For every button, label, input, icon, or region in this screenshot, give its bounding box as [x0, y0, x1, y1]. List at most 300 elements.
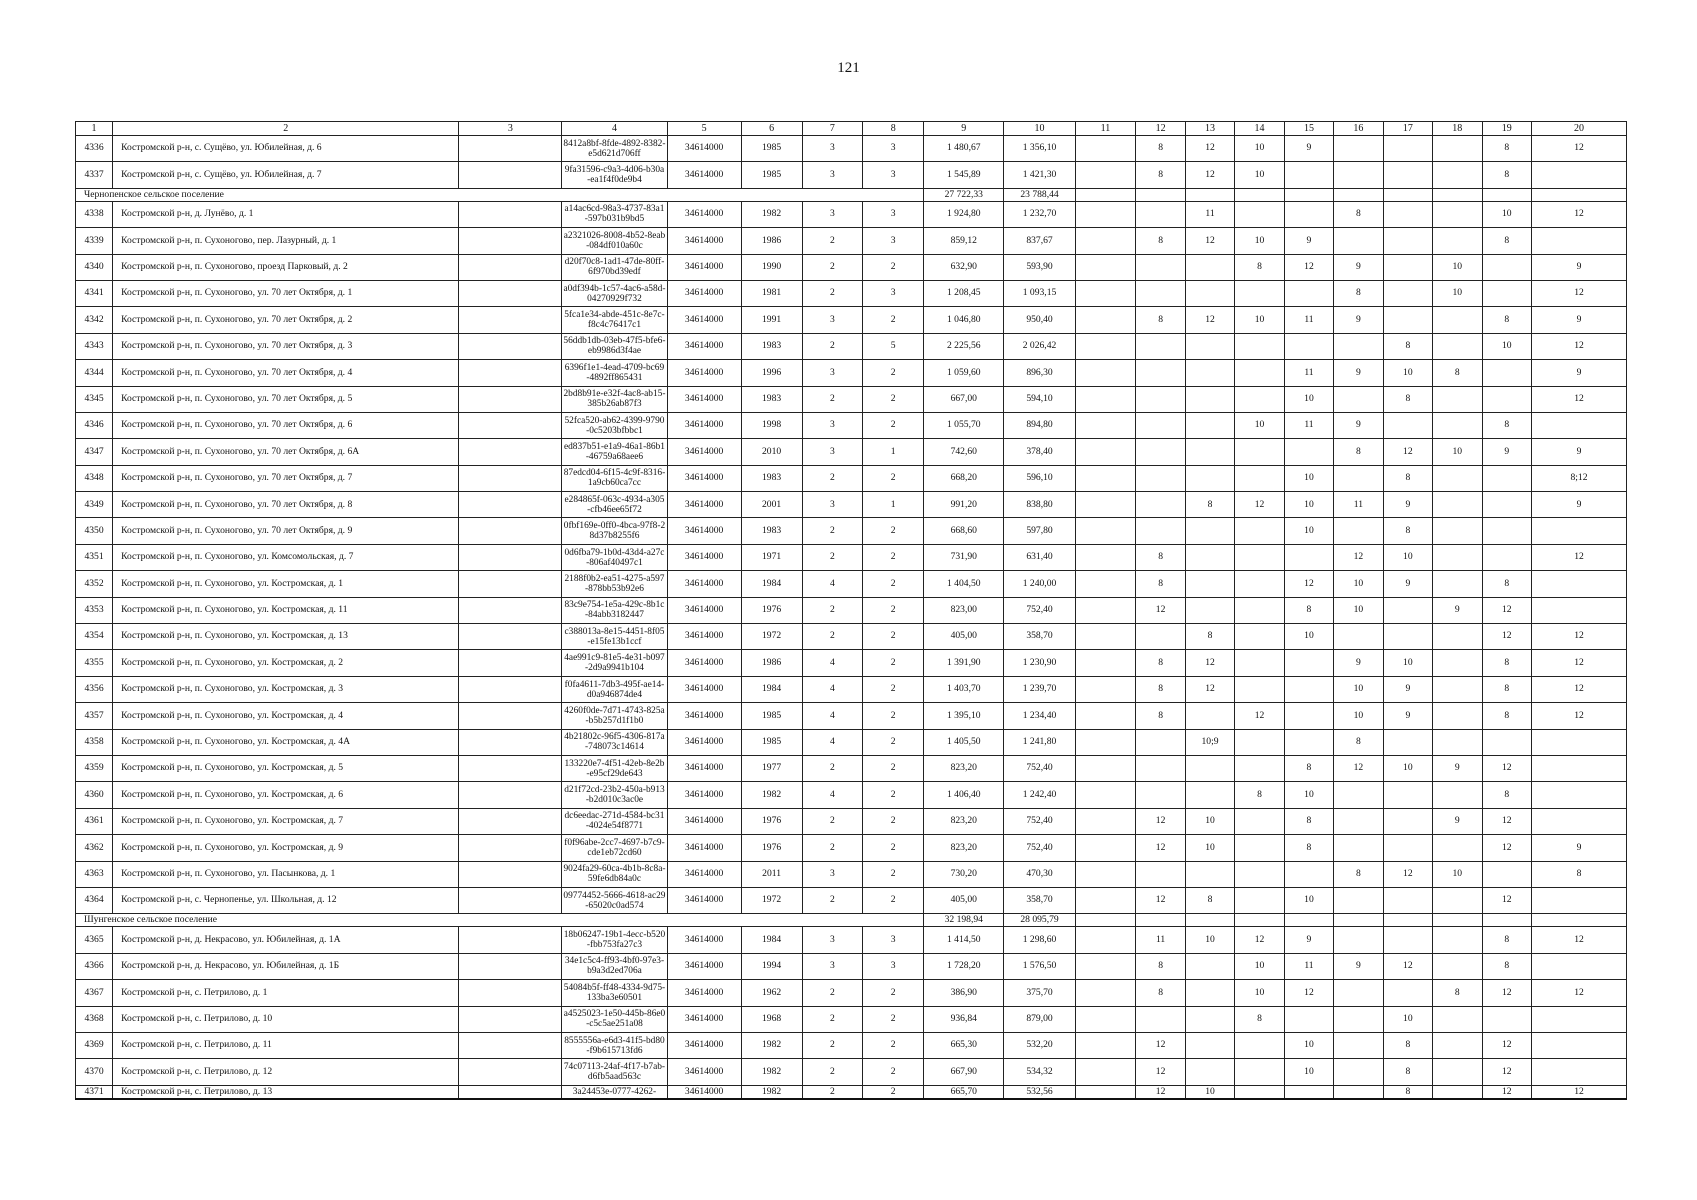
column-15 — [1284, 333, 1333, 359]
fias-guid: 9024fa29-60ca-4b1b-8c8a-59fe6db84a0c — [562, 861, 667, 887]
residential-area: 378,40 — [1004, 439, 1075, 465]
address: Костромской р-н, с. Петрилово, д. 1 — [113, 980, 459, 1006]
residential-area: 532,56 — [1004, 1085, 1075, 1099]
column-3 — [459, 1006, 562, 1032]
address: Костромской р-н, п. Сухоногово, ул. 70 лет Октября, д. 3 — [113, 333, 459, 359]
column-15: 10 — [1284, 624, 1333, 650]
column-15 — [1284, 703, 1333, 729]
build-year: 1986 — [741, 228, 802, 254]
settlement-total-area: 32 198,94 — [924, 914, 1004, 927]
column-13 — [1185, 544, 1234, 570]
table-row — [76, 386, 1627, 412]
column-16: 8 — [1334, 729, 1383, 755]
column-number-header-row — [76, 122, 1627, 136]
address: Костромской р-н, п. Сухоногово, ул. 70 лет Октября, д. 5 — [113, 386, 459, 412]
column-13 — [1185, 412, 1234, 438]
column-13: 8 — [1185, 624, 1234, 650]
address: Костромской р-н, п. Сухоногово, ул. Костромская, д. 11 — [113, 597, 459, 623]
column-3 — [459, 782, 562, 808]
floors-max: 4 — [802, 571, 863, 597]
residential-area: 1 093,15 — [1004, 280, 1075, 306]
empty-cell — [1136, 188, 1185, 201]
column-18 — [1433, 887, 1482, 913]
build-year: 1985 — [741, 136, 802, 162]
column-16: 9 — [1334, 650, 1383, 676]
oktmo-code: 34614000 — [667, 465, 741, 491]
column-20 — [1531, 597, 1626, 623]
total-area: 742,60 — [924, 439, 1004, 465]
column-15: 10 — [1284, 782, 1333, 808]
record-number: 4357 — [76, 703, 113, 729]
residential-area: 1 234,40 — [1004, 703, 1075, 729]
build-year: 1976 — [741, 808, 802, 834]
column-14 — [1235, 1085, 1284, 1099]
residential-area: 896,30 — [1004, 360, 1075, 386]
column-11 — [1075, 280, 1136, 306]
column-18 — [1433, 228, 1482, 254]
floors-min: 2 — [863, 650, 924, 676]
total-area: 823,20 — [924, 808, 1004, 834]
oktmo-code: 34614000 — [667, 703, 741, 729]
column-13: 10 — [1185, 927, 1234, 953]
column-11 — [1075, 162, 1136, 188]
address: Костромской р-н, п. Сухоногово, ул. Костромская, д. 7 — [113, 808, 459, 834]
column-14 — [1235, 676, 1284, 702]
oktmo-code: 34614000 — [667, 835, 741, 861]
floors-min: 2 — [863, 835, 924, 861]
column-19 — [1482, 280, 1531, 306]
fias-guid: dc6eedac-271d-4584-bc31-4024e54f8771 — [562, 808, 667, 834]
column-13: 10 — [1185, 808, 1234, 834]
column-16 — [1334, 228, 1383, 254]
column-13 — [1185, 1032, 1234, 1058]
column-3 — [459, 861, 562, 887]
column-15 — [1284, 1085, 1333, 1099]
oktmo-code: 34614000 — [667, 624, 741, 650]
total-area: 1 391,90 — [924, 650, 1004, 676]
column-number-header: 9 — [924, 122, 1004, 136]
address: Костромской р-н, п. Сухоногово, ул. Костромская, д. 2 — [113, 650, 459, 676]
total-area: 1 403,70 — [924, 676, 1004, 702]
fias-guid: 6396f1e1-4ead-4709-bc69-4892ff865431 — [562, 360, 667, 386]
empty-cell — [1383, 188, 1432, 201]
floors-max: 3 — [802, 360, 863, 386]
column-15 — [1284, 861, 1333, 887]
column-14: 10 — [1235, 162, 1284, 188]
column-11 — [1075, 676, 1136, 702]
address: Костромской р-н, д. Некрасово, ул. Юбилейная, д. 1А — [113, 927, 459, 953]
table-body — [76, 122, 1627, 1099]
total-area: 386,90 — [924, 980, 1004, 1006]
build-year: 1972 — [741, 624, 802, 650]
fias-guid: 0fbf169e-0ff0-4bca-97f8-28d37b8255f6 — [562, 518, 667, 544]
oktmo-code: 34614000 — [667, 1059, 741, 1085]
column-13: 8 — [1185, 887, 1234, 913]
column-12: 12 — [1136, 1085, 1185, 1099]
record-number: 4343 — [76, 333, 113, 359]
column-17: 8 — [1383, 333, 1432, 359]
residential-area: 894,80 — [1004, 412, 1075, 438]
floors-max: 3 — [802, 201, 863, 227]
table-row — [76, 650, 1627, 676]
column-14 — [1235, 808, 1284, 834]
floors-min: 5 — [863, 333, 924, 359]
address: Костромской р-н, п. Сухоногово, ул. Костромская, д. 1 — [113, 571, 459, 597]
residential-area: 375,70 — [1004, 980, 1075, 1006]
column-17 — [1383, 980, 1432, 1006]
column-13 — [1185, 360, 1234, 386]
column-number-header: 3 — [459, 122, 562, 136]
column-17 — [1383, 136, 1432, 162]
column-12: 8 — [1136, 571, 1185, 597]
address: Костромской р-н, п. Сухоногово, ул. Костромская, д. 5 — [113, 755, 459, 781]
column-12: 12 — [1136, 1059, 1185, 1085]
column-20: 12 — [1531, 280, 1626, 306]
oktmo-code: 34614000 — [667, 360, 741, 386]
column-15 — [1284, 162, 1333, 188]
floors-min: 2 — [863, 360, 924, 386]
column-19 — [1482, 254, 1531, 280]
total-area: 1 055,70 — [924, 412, 1004, 438]
column-20: 12 — [1531, 703, 1626, 729]
oktmo-code: 34614000 — [667, 729, 741, 755]
column-11 — [1075, 386, 1136, 412]
table-row — [76, 1006, 1627, 1032]
floors-min: 2 — [863, 386, 924, 412]
total-area: 668,20 — [924, 465, 1004, 491]
column-number-header: 4 — [562, 122, 667, 136]
floors-min: 3 — [863, 927, 924, 953]
floors-max: 2 — [802, 1006, 863, 1032]
column-17 — [1383, 597, 1432, 623]
column-13 — [1185, 280, 1234, 306]
floors-min: 3 — [863, 136, 924, 162]
column-14 — [1235, 518, 1284, 544]
build-year: 1968 — [741, 1006, 802, 1032]
residential-area: 2 026,42 — [1004, 333, 1075, 359]
column-11 — [1075, 360, 1136, 386]
column-18 — [1433, 201, 1482, 227]
column-12 — [1136, 439, 1185, 465]
column-3 — [459, 201, 562, 227]
column-17: 12 — [1383, 953, 1432, 979]
fias-guid: 52fca520-ab62-4399-9790-0c5203bfbbc1 — [562, 412, 667, 438]
column-14 — [1235, 1059, 1284, 1085]
record-number: 4363 — [76, 861, 113, 887]
empty-cell — [1482, 914, 1531, 927]
oktmo-code: 34614000 — [667, 162, 741, 188]
column-12 — [1136, 782, 1185, 808]
floors-max: 4 — [802, 782, 863, 808]
column-11 — [1075, 1032, 1136, 1058]
total-area: 823,20 — [924, 835, 1004, 861]
column-17 — [1383, 729, 1432, 755]
table-row — [76, 1085, 1627, 1099]
residential-area: 593,90 — [1004, 254, 1075, 280]
record-number: 4358 — [76, 729, 113, 755]
column-18 — [1433, 518, 1482, 544]
column-19: 12 — [1482, 835, 1531, 861]
column-3 — [459, 808, 562, 834]
oktmo-code: 34614000 — [667, 571, 741, 597]
column-12 — [1136, 861, 1185, 887]
floors-min: 2 — [863, 1059, 924, 1085]
total-area: 730,20 — [924, 861, 1004, 887]
total-area: 668,60 — [924, 518, 1004, 544]
column-15: 9 — [1284, 927, 1333, 953]
total-area: 665,70 — [924, 1085, 1004, 1099]
column-16: 10 — [1334, 676, 1383, 702]
column-12: 8 — [1136, 676, 1185, 702]
column-19: 12 — [1482, 1059, 1531, 1085]
column-18: 8 — [1433, 980, 1482, 1006]
column-13 — [1185, 782, 1234, 808]
floors-min: 2 — [863, 676, 924, 702]
column-3 — [459, 465, 562, 491]
fias-guid: 09774452-5666-4618-ac29-65020c0ad574 — [562, 887, 667, 913]
column-15: 8 — [1284, 755, 1333, 781]
fias-guid: a0df394b-1c57-4ac6-a58d-04270929f732 — [562, 280, 667, 306]
empty-cell — [1334, 914, 1383, 927]
column-17 — [1383, 162, 1432, 188]
column-3 — [459, 439, 562, 465]
column-11 — [1075, 782, 1136, 808]
table-row — [76, 835, 1627, 861]
column-11 — [1075, 439, 1136, 465]
fias-guid: f0fa4611-7db3-495f-ae14-d0a946874de4 — [562, 676, 667, 702]
fias-guid: c388013a-8e15-4451-8f05-e15fe13b1ccf — [562, 624, 667, 650]
column-19: 12 — [1482, 597, 1531, 623]
floors-max: 2 — [802, 980, 863, 1006]
column-16: 8 — [1334, 201, 1383, 227]
column-16: 9 — [1334, 412, 1383, 438]
oktmo-code: 34614000 — [667, 254, 741, 280]
table-row — [76, 1032, 1627, 1058]
column-20: 9 — [1531, 835, 1626, 861]
record-number: 4351 — [76, 544, 113, 570]
column-14 — [1235, 1032, 1284, 1058]
column-20: 12 — [1531, 136, 1626, 162]
column-3 — [459, 518, 562, 544]
column-20 — [1531, 755, 1626, 781]
column-14: 12 — [1235, 927, 1284, 953]
floors-max: 2 — [802, 228, 863, 254]
column-17 — [1383, 624, 1432, 650]
column-19: 8 — [1482, 571, 1531, 597]
column-3 — [459, 676, 562, 702]
column-18 — [1433, 492, 1482, 518]
column-19: 9 — [1482, 439, 1531, 465]
column-13 — [1185, 755, 1234, 781]
build-year: 1983 — [741, 518, 802, 544]
column-14 — [1235, 861, 1284, 887]
column-12: 8 — [1136, 228, 1185, 254]
column-14: 12 — [1235, 492, 1284, 518]
column-3 — [459, 228, 562, 254]
oktmo-code: 34614000 — [667, 518, 741, 544]
floors-min: 3 — [863, 201, 924, 227]
column-13: 10;9 — [1185, 729, 1234, 755]
column-19: 8 — [1482, 676, 1531, 702]
column-13: 8 — [1185, 492, 1234, 518]
column-3 — [459, 136, 562, 162]
column-20: 9 — [1531, 439, 1626, 465]
settlement-name: Шунгенское сельское поселение — [76, 914, 924, 927]
table-row — [76, 254, 1627, 280]
address: Костромской р-н, с. Чернопенье, ул. Школьная, д. 12 — [113, 887, 459, 913]
fias-guid: e284865f-063c-4934-a305-cfb46ee65f72 — [562, 492, 667, 518]
address: Костромской р-н, с. Сущёво, ул. Юбилейная, д. 6 — [113, 136, 459, 162]
column-15: 9 — [1284, 228, 1333, 254]
empty-cell — [1284, 188, 1333, 201]
empty-cell — [1075, 914, 1136, 927]
column-16: 12 — [1334, 544, 1383, 570]
residential-area: 596,10 — [1004, 465, 1075, 491]
page-number: 121 — [837, 60, 860, 76]
column-17: 12 — [1383, 439, 1432, 465]
table-row — [76, 980, 1627, 1006]
column-3 — [459, 980, 562, 1006]
floors-max: 2 — [802, 808, 863, 834]
column-3 — [459, 162, 562, 188]
column-18 — [1433, 927, 1482, 953]
column-15: 10 — [1284, 1059, 1333, 1085]
settlement-total-area: 27 722,33 — [924, 188, 1004, 201]
column-13 — [1185, 386, 1234, 412]
floors-min: 2 — [863, 703, 924, 729]
column-number-header: 17 — [1383, 122, 1432, 136]
address: Костромской р-н, п. Сухоногово, ул. Костромская, д. 4 — [113, 703, 459, 729]
column-11 — [1075, 307, 1136, 333]
fias-guid: 4260f0de-7d71-4743-825a-b5b257d1f1b0 — [562, 703, 667, 729]
record-number: 4364 — [76, 887, 113, 913]
column-18: 10 — [1433, 439, 1482, 465]
column-17: 10 — [1383, 650, 1432, 676]
table-row — [76, 808, 1627, 834]
column-12: 8 — [1136, 544, 1185, 570]
column-number-header: 7 — [802, 122, 863, 136]
oktmo-code: 34614000 — [667, 333, 741, 359]
residential-area: 950,40 — [1004, 307, 1075, 333]
record-number: 4362 — [76, 835, 113, 861]
build-year: 1998 — [741, 412, 802, 438]
build-year: 1985 — [741, 162, 802, 188]
column-20: 12 — [1531, 980, 1626, 1006]
column-11 — [1075, 201, 1136, 227]
address: Костромской р-н, с. Петрилово, д. 10 — [113, 1006, 459, 1032]
build-year: 1972 — [741, 887, 802, 913]
total-area: 667,90 — [924, 1059, 1004, 1085]
build-year: 2011 — [741, 861, 802, 887]
column-3 — [459, 544, 562, 570]
column-20: 12 — [1531, 1085, 1626, 1099]
build-year: 1983 — [741, 465, 802, 491]
floors-max: 2 — [802, 624, 863, 650]
total-area: 1 404,50 — [924, 571, 1004, 597]
build-year: 1984 — [741, 927, 802, 953]
floors-min: 2 — [863, 624, 924, 650]
floors-max: 2 — [802, 280, 863, 306]
column-20 — [1531, 887, 1626, 913]
floors-min: 3 — [863, 228, 924, 254]
column-16: 12 — [1334, 755, 1383, 781]
column-18 — [1433, 835, 1482, 861]
total-area: 731,90 — [924, 544, 1004, 570]
column-14 — [1235, 360, 1284, 386]
oktmo-code: 34614000 — [667, 307, 741, 333]
column-19: 8 — [1482, 703, 1531, 729]
column-19: 12 — [1482, 624, 1531, 650]
column-16 — [1334, 835, 1383, 861]
build-year: 1977 — [741, 755, 802, 781]
total-area: 1 405,50 — [924, 729, 1004, 755]
column-14: 10 — [1235, 412, 1284, 438]
column-18 — [1433, 624, 1482, 650]
column-12: 12 — [1136, 887, 1185, 913]
column-13 — [1185, 439, 1234, 465]
build-year: 1982 — [741, 1059, 802, 1085]
record-number: 4342 — [76, 307, 113, 333]
column-15: 10 — [1284, 386, 1333, 412]
residential-area: 534,32 — [1004, 1059, 1075, 1085]
column-15: 10 — [1284, 518, 1333, 544]
table-row — [76, 201, 1627, 227]
column-3 — [459, 1032, 562, 1058]
column-18 — [1433, 953, 1482, 979]
total-area: 1 059,60 — [924, 360, 1004, 386]
table-row — [76, 624, 1627, 650]
address: Костромской р-н, п. Сухоногово, ул. Костромская, д. 13 — [113, 624, 459, 650]
residential-area: 1 298,60 — [1004, 927, 1075, 953]
column-20: 8 — [1531, 861, 1626, 887]
column-15: 12 — [1284, 571, 1333, 597]
column-11 — [1075, 597, 1136, 623]
column-18 — [1433, 703, 1482, 729]
column-11 — [1075, 703, 1136, 729]
record-number: 4367 — [76, 980, 113, 1006]
column-16: 8 — [1334, 280, 1383, 306]
column-14 — [1235, 597, 1284, 623]
floors-max: 3 — [802, 412, 863, 438]
total-area: 632,90 — [924, 254, 1004, 280]
empty-cell — [1383, 914, 1432, 927]
column-11 — [1075, 412, 1136, 438]
column-16 — [1334, 162, 1383, 188]
column-15 — [1284, 544, 1333, 570]
record-number: 4341 — [76, 280, 113, 306]
column-15 — [1284, 729, 1333, 755]
residential-area: 1 239,70 — [1004, 676, 1075, 702]
column-14 — [1235, 465, 1284, 491]
total-area: 667,00 — [924, 386, 1004, 412]
column-19 — [1482, 386, 1531, 412]
empty-cell — [1075, 188, 1136, 201]
column-3 — [459, 1059, 562, 1085]
column-18 — [1433, 1085, 1482, 1099]
column-17: 9 — [1383, 703, 1432, 729]
column-16 — [1334, 1085, 1383, 1099]
floors-min: 2 — [863, 571, 924, 597]
table-row — [76, 571, 1627, 597]
address: Костромской р-н, п. Сухоногово, ул. Костромская, д. 3 — [113, 676, 459, 702]
column-17: 10 — [1383, 360, 1432, 386]
oktmo-code: 34614000 — [667, 755, 741, 781]
column-18: 8 — [1433, 360, 1482, 386]
build-year: 1982 — [741, 1032, 802, 1058]
column-16 — [1334, 1059, 1383, 1085]
fias-guid: 83c9e754-1e5a-429c-8b1c-84abb3182447 — [562, 597, 667, 623]
fias-guid: 9fa31596-c9a3-4d06-b30a-ea1f4f0de9b4 — [562, 162, 667, 188]
